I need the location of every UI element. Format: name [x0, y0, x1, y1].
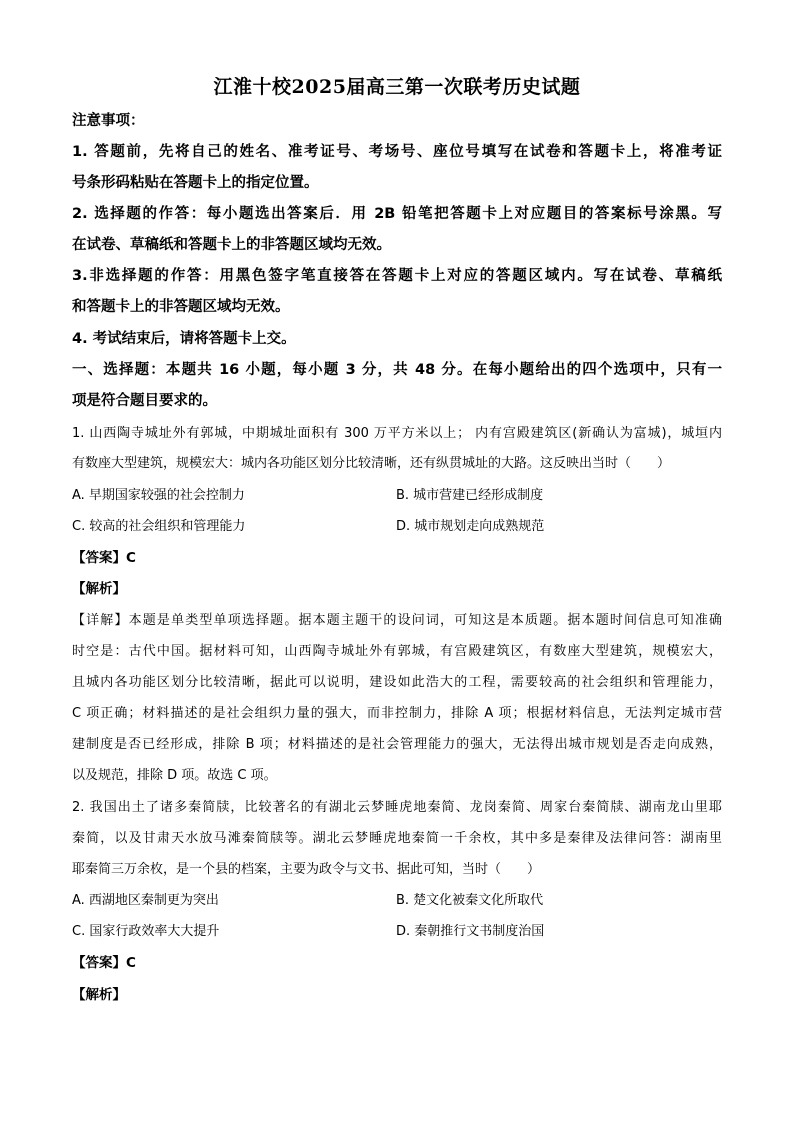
question-1-option-a: A. 早期国家较强的社会控制力: [72, 488, 245, 503]
exam-title: 江淮十校2025届高三第一次联考历史试题: [213, 76, 581, 98]
notice-item-1-line-2: 号条形码粘贴在答题卡上的指定位置。: [72, 175, 319, 191]
notice-item-2-line-1: 2. 选择题的作答：每小题选出答案后．用 2B 铅笔把答题卡上对应题目的答案标号涂黑。写: [72, 206, 722, 222]
notice-item-3-line-2: 和答题卡上的非答题区域均无效。: [72, 299, 290, 315]
question-1-answer: 【答案】C: [72, 550, 136, 566]
question-2-answer: 【答案】C: [72, 955, 136, 971]
question-1-stem-line-1: 1. 山西陶寺城址外有郭城，中期城址面积有 300 万平方米以上； 内有宫殿建筑区(新确认为富城)，城垣内: [72, 426, 722, 441]
question-2-stem-line-1: 2. 我国出土了诸多秦简牍，比较著名的有湖北云梦睡虎地秦简、龙岗秦简、周家台秦简牍、湖南龙山里耶: [72, 800, 722, 815]
notice-item-1-line-1: 1. 答题前，先将自己的姓名、准考证号、考场号、座位号填写在试卷和答题卡上，将准考证: [72, 144, 722, 160]
notice-item-3-line-1: 3.非选择题的作答：用黑色签字笔直接答在答题卡上对应的答题区域内。写在试卷、草稿纸: [72, 268, 722, 284]
question-1-detail-line-6: 以及规范，排除 D 项。故选 C 项。: [72, 768, 277, 783]
question-1-detail-line-3: 且城内各功能区划分比较清晰，据此可以说明，建设如此浩大的工程，需要较高的社会组织和管理能力，: [72, 675, 722, 690]
question-2-option-a: A. 西湖地区秦制更为突出: [72, 893, 219, 908]
question-2-analysis-label: 【解析】: [72, 987, 126, 1003]
notice-item-2-line-2: 在试卷、草稿纸和答题卡上的非答题区域均无效。: [72, 237, 391, 253]
question-2-option-c: C. 国家行政效率大大提升: [72, 924, 220, 939]
question-2-option-d: D. 秦朝推行文书制度治国: [396, 924, 545, 939]
question-1-detail-line-2: 时空是：古代中国。据材料可知，山西陶寺城址外有郭城，有宫殿建筑区，有数座大型建筑，规模宏大，: [72, 644, 722, 659]
question-1-detail-line-1: 【详解】本题是单类型单项选择题。据本题主题干的设问词，可知这是本质题。据本题时间信息可知准确: [72, 613, 722, 628]
notice-heading: 注意事项：: [72, 113, 145, 129]
question-1-option-d: D. 城市规划走向成熟规范: [396, 519, 545, 534]
question-1-detail-line-5: 建制度是否已经形成，排除 B 项；材料描述的是社会管理能力的强大，无法得出城市规划是否走向成熟，: [72, 737, 722, 752]
question-1-stem-line-2: 有数座大型建筑，规模宏大：城内各功能区划分比较清晰，还有纵贯城址的大路。这反映出当时（ ）: [72, 456, 671, 471]
question-1-analysis-label: 【解析】: [72, 581, 126, 597]
question-1-option-b: B. 城市营建已经形成制度: [396, 488, 544, 503]
notice-item-4: 4. 考试结束后，请将答题卡上交。: [72, 331, 296, 347]
section-heading-line-1: 一、选择题：本题共 16 小题，每小题 3 分，共 48 分。在每小题给出的四个选项中，只有一: [72, 362, 722, 378]
question-1-option-c: C. 较高的社会组织和管理能力: [72, 519, 246, 534]
question-2-option-b: B. 楚文化被秦文化所取代: [396, 893, 544, 908]
question-2-stem-line-3: 耶秦简三万余枚，是一个县的档案，主要为政令与文书、据此可知，当时（ ）: [72, 862, 541, 877]
question-2-stem-line-2: 秦简，以及甘肃天水放马滩秦简牍等。湖北云梦睡虎地秦简一千余枚，其中多是秦律及法律问答：湖南里: [72, 831, 722, 846]
question-1-detail-line-4: C 项正确；材料描述的是社会组织力量的强大，而非控制力，排除 A 项；根据材料信息，无法判定城市营: [72, 706, 722, 721]
section-heading-line-2: 项是符合题目要求的。: [72, 393, 217, 409]
